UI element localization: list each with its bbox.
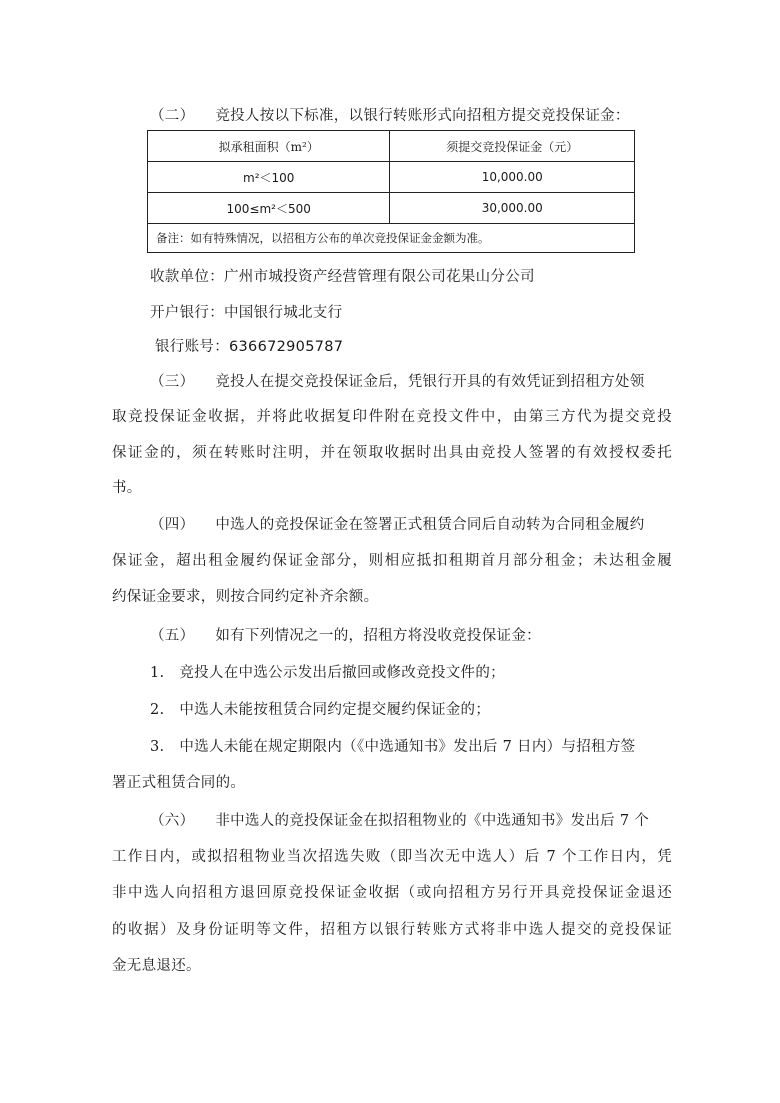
list-item	[150, 700, 490, 720]
list-item-continuation: 署正式租赁合同的。	[112, 775, 246, 791]
account-line: 银行账号：636672905787	[155, 339, 344, 355]
paragraph-line: 金无息退还。	[112, 958, 201, 974]
list-number: 2.	[150, 702, 165, 718]
list-item	[150, 737, 635, 757]
table-cell-area: m²＜100	[148, 162, 390, 193]
paragraph-line: 非中选人向招租方退回原竞投保证金收据（或向招租方另行开具竞投保证金退还	[112, 885, 672, 901]
list-number: 1.	[150, 665, 165, 681]
bank-line: 开户银行：中国银行城北支行	[150, 305, 343, 321]
section-2-heading	[150, 106, 630, 126]
list-text: 中选人未能按租赁合同约定提交履约保证金的；	[179, 702, 491, 718]
table-note-row	[148, 224, 635, 253]
section-3-line-1	[150, 372, 645, 392]
paragraph-line: 保证金的，须在转账时注明，并在领取收据时出具由竞投人签署的有效授权委托	[112, 445, 672, 461]
paragraph-line: 的收据）及身份证明等文件，招租方以银行转账方式将非中选人提交的竞投保证	[112, 922, 672, 938]
section-5-heading	[150, 626, 541, 646]
deposit-table	[147, 130, 635, 253]
table-cell-amount: 10,000.00	[390, 162, 635, 193]
section-number: （五）	[150, 628, 195, 644]
table-note: 备注：如有特殊情况，以招租方公布的单次竞投保证金金额为准。	[148, 224, 635, 253]
section-text: 竞投人在提交竞投保证金后，凭银行开具的有效凭证到招租方处领	[215, 374, 645, 390]
section-number: （二）	[150, 108, 195, 124]
table-row	[148, 193, 635, 224]
paragraph-line: 约保证金要求，则按合同约定补齐余额。	[112, 589, 379, 605]
table-cell-area: 100≤m²＜500	[148, 193, 390, 224]
section-number: （三）	[150, 374, 195, 390]
section-text: 如有下列情况之一的，招租方将没收竞投保证金：	[215, 628, 541, 644]
table-row	[148, 162, 635, 193]
section-text: 非中选人的竞投保证金在拟招租物业的《中选通知书》发出后 7 个	[215, 813, 650, 829]
section-number: （六）	[150, 813, 195, 829]
paragraph-line: 取竞投保证金收据，并将此收据复印件附在竞投文件中，由第三方代为提交竞投	[112, 409, 672, 425]
section-4-line-1	[150, 515, 645, 535]
section-text: 中选人的竞投保证金在签署正式租赁合同后自动转为合同租金履约	[215, 517, 645, 533]
list-number: 3.	[150, 739, 165, 755]
table-header-cell: 拟承租面积（m²）	[148, 131, 390, 162]
payee-line: 收款单位：广州市城投资产经营管理有限公司花果山分公司	[150, 269, 535, 285]
paragraph-line: 书。	[112, 480, 142, 496]
table-header-row	[148, 131, 635, 162]
paragraph-line: 工作日内，或拟招租物业当次招选失败（即当次无中选人）后 7 个工作日内，凭	[112, 849, 672, 865]
table-header-cell: 须提交竞投保证金（元）	[390, 131, 635, 162]
list-text: 竞投人在中选公示发出后撤回或修改竞投文件的；	[179, 665, 505, 681]
paragraph-line: 保证金，超出租金履约保证金部分，则相应抵扣租期首月部分租金；未达租金履	[112, 553, 672, 569]
list-text: 中选人未能在规定期限内（《中选通知书》发出后 7 日内）与招租方签	[179, 739, 636, 755]
table-cell-amount: 30,000.00	[390, 193, 635, 224]
list-item	[150, 663, 505, 683]
section-6-line-1	[150, 811, 649, 831]
section-text: 竞投人按以下标准，以银行转账形式向招租方提交竞投保证金：	[215, 108, 630, 124]
section-number: （四）	[150, 517, 195, 533]
